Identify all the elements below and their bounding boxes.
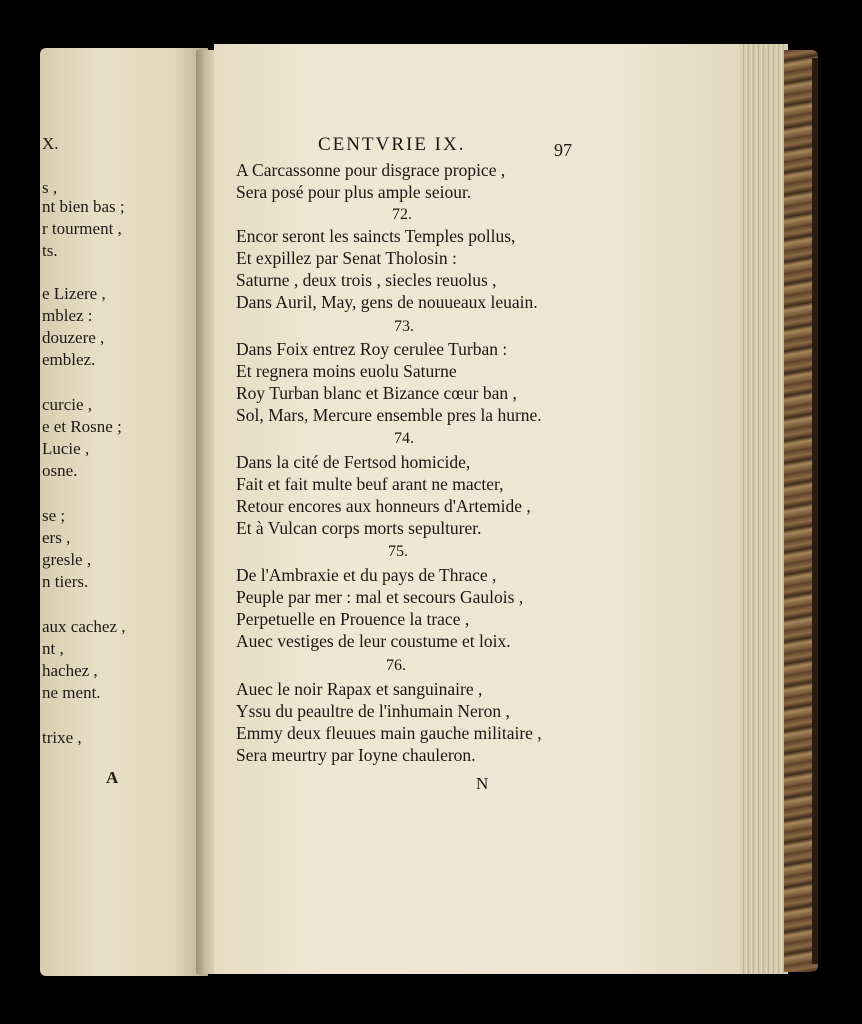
quatrain-number: 75. bbox=[388, 543, 408, 560]
verse-line: Et à Vulcan corps morts sepulturer. bbox=[236, 518, 482, 538]
verse-line: Dans Foix entrez Roy cerulee Turban : bbox=[236, 339, 508, 359]
quatrain-number: 74. bbox=[394, 430, 414, 447]
left-line: Lucie , bbox=[42, 439, 90, 458]
left-line: trixe , bbox=[42, 728, 82, 747]
left-line: e Lizere , bbox=[42, 284, 106, 303]
verse-line: Roy Turban blanc et Bizance cœur ban , bbox=[236, 383, 517, 403]
left-line: osne. bbox=[42, 461, 78, 480]
verse-line: Emmy deux fleuues main gauche militaire , bbox=[236, 723, 542, 743]
verse-line: Yssu du peaultre de l'inhumain Neron , bbox=[236, 701, 510, 721]
quatrain-number: 72. bbox=[392, 206, 412, 223]
left-line: se ; bbox=[42, 506, 66, 525]
running-header: CENTVRIE IX. bbox=[318, 134, 466, 155]
quatrain-number: 76. bbox=[386, 657, 406, 674]
left-line: s , bbox=[42, 178, 58, 197]
left-line: X. bbox=[42, 134, 59, 153]
left-line: nt , bbox=[42, 639, 64, 658]
page-edges bbox=[740, 44, 788, 974]
left-line: gresle , bbox=[42, 550, 92, 569]
verse-line: Auec le noir Rapax et sanguinaire , bbox=[236, 679, 483, 699]
verse-line: De l'Ambraxie et du pays de Thrace , bbox=[236, 565, 497, 585]
cover-edge bbox=[812, 58, 818, 964]
left-line: emblez. bbox=[42, 350, 96, 369]
right-page-text bbox=[214, 44, 744, 974]
verse-line: Fait et fait multe beuf arant ne macter, bbox=[236, 474, 504, 494]
left-line: ts. bbox=[42, 241, 58, 260]
left-line: douzere , bbox=[42, 328, 105, 347]
verse-line: Sera posé pour plus ample seiour. bbox=[236, 182, 472, 202]
left-line: r tourment , bbox=[42, 219, 122, 238]
left-line: n tiers. bbox=[42, 572, 89, 591]
left-line: nt bien bas ; bbox=[42, 197, 125, 216]
verse-line: Encor seront les saincts Temples pollus, bbox=[236, 226, 516, 246]
left-line: aux cachez , bbox=[42, 617, 126, 636]
verse-line: Sol, Mars, Mercure ensemble pres la hurne. bbox=[236, 405, 542, 425]
left-line: hachez , bbox=[42, 661, 98, 680]
verse-line: Auec vestiges de leur coustume et loix. bbox=[236, 631, 511, 651]
verse-line: Dans Auril, May, gens de nouueaux leuain. bbox=[236, 292, 538, 312]
verse-line: Peuple par mer : mal et secours Gaulois , bbox=[236, 587, 524, 607]
signature-mark: N bbox=[476, 774, 489, 793]
right-page bbox=[214, 44, 744, 974]
left-line: e et Rosne ; bbox=[42, 417, 122, 436]
left-line: ne ment. bbox=[42, 683, 101, 702]
left-signature-mark: A bbox=[106, 768, 119, 787]
quatrain-number: 73. bbox=[394, 318, 414, 335]
left-line: curcie , bbox=[42, 395, 93, 414]
verse-line: Et expillez par Senat Tholosin : bbox=[236, 248, 457, 268]
verse-line: Et regnera moins euolu Saturne bbox=[236, 361, 457, 381]
left-line: mblez : bbox=[42, 306, 93, 325]
verse-line: Retour encores aux honneurs d'Artemide , bbox=[236, 496, 531, 516]
left-line: ers , bbox=[42, 528, 71, 547]
verse-line: Perpetuelle en Prouence la trace , bbox=[236, 609, 470, 629]
verse-line: Dans la cité de Fertsod homicide, bbox=[236, 452, 471, 472]
verse-line: A Carcassonne pour disgrace propice , bbox=[236, 160, 506, 180]
verse-line: Saturne , deux trois , siecles reuolus , bbox=[236, 270, 497, 290]
page-number: 97 bbox=[554, 140, 572, 160]
left-page bbox=[40, 48, 208, 976]
verse-line: Sera meurtry par Ioyne chauleron. bbox=[236, 745, 476, 765]
